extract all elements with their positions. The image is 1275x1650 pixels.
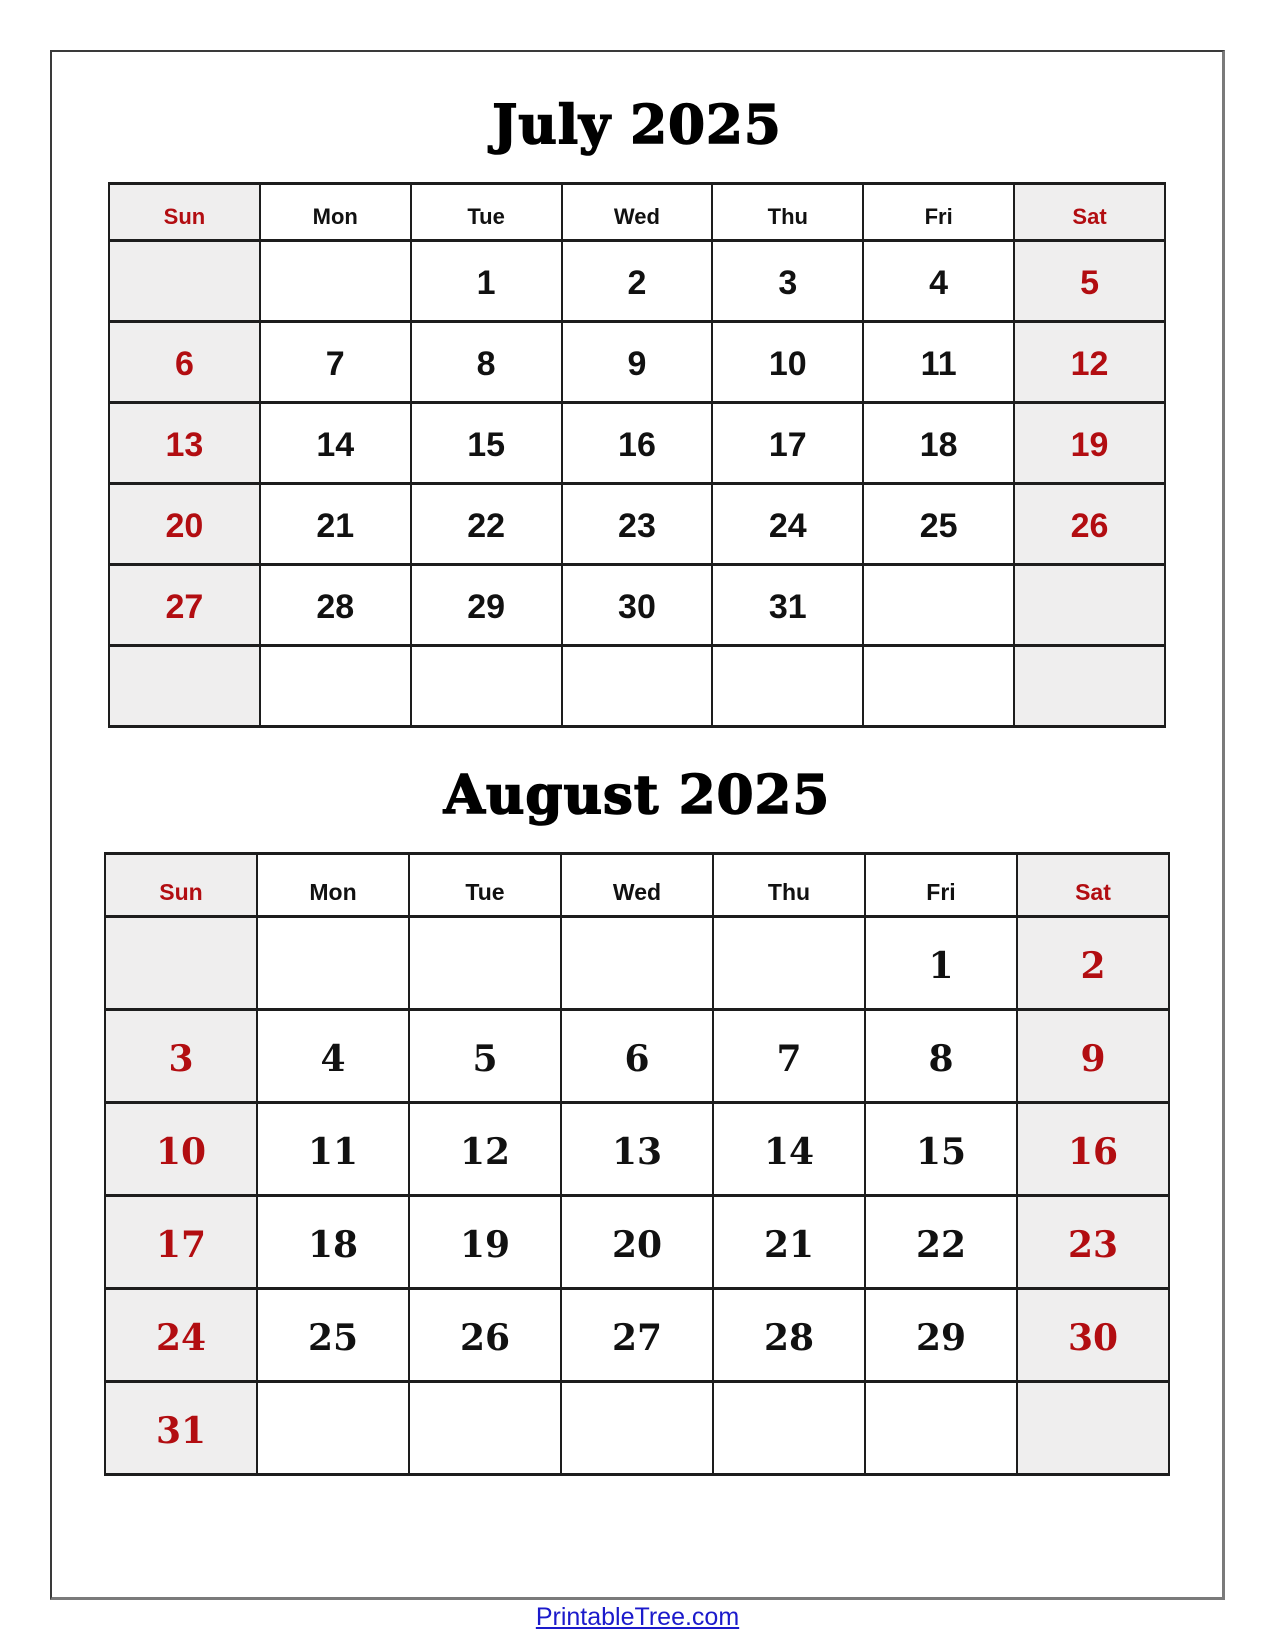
week-row [109, 484, 1165, 565]
day-header-sun: Sun [109, 184, 260, 241]
day-cell-3: 3 [712, 241, 863, 322]
day-header-fri: Fri [863, 184, 1014, 241]
day-header-sat: Sat [1017, 854, 1169, 917]
day-cell-22: 22 [865, 1196, 1017, 1289]
day-cell-26: 26 [409, 1289, 561, 1382]
day-cell-4: 4 [863, 241, 1014, 322]
empty-day-cell [562, 646, 713, 727]
day-cell-27: 27 [109, 565, 260, 646]
empty-day-cell [257, 917, 409, 1010]
day-cell-6: 6 [109, 322, 260, 403]
day-cell-17: 17 [105, 1196, 257, 1289]
day-cell-27: 27 [561, 1289, 713, 1382]
empty-day-cell [865, 1382, 1017, 1475]
day-cell-23: 23 [562, 484, 713, 565]
empty-day-cell [1014, 565, 1165, 646]
day-cell-13: 13 [561, 1103, 713, 1196]
day-cell-21: 21 [713, 1196, 865, 1289]
week-row [105, 1010, 1169, 1103]
week-row [105, 1196, 1169, 1289]
week-row [105, 1289, 1169, 1382]
day-cell-23: 23 [1017, 1196, 1169, 1289]
day-header-sun: Sun [105, 854, 257, 917]
day-cell-11: 11 [257, 1103, 409, 1196]
day-header-row [105, 854, 1169, 917]
day-cell-1: 1 [411, 241, 562, 322]
day-cell-13: 13 [109, 403, 260, 484]
day-header-mon: Mon [260, 184, 411, 241]
day-cell-8: 8 [411, 322, 562, 403]
week-row [109, 322, 1165, 403]
day-cell-30: 30 [1017, 1289, 1169, 1382]
empty-day-cell [109, 241, 260, 322]
week-row [105, 1382, 1169, 1475]
week-row [109, 646, 1165, 727]
day-cell-20: 20 [109, 484, 260, 565]
day-cell-29: 29 [411, 565, 562, 646]
july-calendar-grid [108, 182, 1166, 728]
calendar-sheet-frame [50, 50, 1225, 1600]
day-cell-30: 30 [562, 565, 713, 646]
day-cell-10: 10 [105, 1103, 257, 1196]
empty-day-cell [1017, 1382, 1169, 1475]
day-cell-2: 2 [562, 241, 713, 322]
empty-day-cell [863, 646, 1014, 727]
week-row [105, 1103, 1169, 1196]
day-cell-28: 28 [713, 1289, 865, 1382]
day-header-sat: Sat [1014, 184, 1165, 241]
empty-day-cell [713, 917, 865, 1010]
july-title: July 2025 [492, 94, 782, 156]
day-cell-5: 5 [409, 1010, 561, 1103]
day-cell-6: 6 [561, 1010, 713, 1103]
day-cell-26: 26 [1014, 484, 1165, 565]
day-cell-4: 4 [257, 1010, 409, 1103]
empty-day-cell [863, 565, 1014, 646]
empty-day-cell [411, 646, 562, 727]
day-cell-14: 14 [713, 1103, 865, 1196]
day-cell-3: 3 [105, 1010, 257, 1103]
day-cell-29: 29 [865, 1289, 1017, 1382]
day-header-tue: Tue [409, 854, 561, 917]
day-cell-17: 17 [712, 403, 863, 484]
day-cell-15: 15 [865, 1103, 1017, 1196]
day-cell-8: 8 [865, 1010, 1017, 1103]
day-cell-28: 28 [260, 565, 411, 646]
day-cell-19: 19 [1014, 403, 1165, 484]
empty-day-cell [260, 241, 411, 322]
day-cell-21: 21 [260, 484, 411, 565]
day-header-thu: Thu [712, 184, 863, 241]
empty-day-cell [713, 1382, 865, 1475]
day-cell-11: 11 [863, 322, 1014, 403]
week-row [105, 917, 1169, 1010]
day-cell-31: 31 [712, 565, 863, 646]
august-calendar-grid [104, 852, 1170, 1476]
week-row [109, 565, 1165, 646]
day-header-tue: Tue [411, 184, 562, 241]
day-cell-1: 1 [865, 917, 1017, 1010]
day-cell-2: 2 [1017, 917, 1169, 1010]
day-cell-7: 7 [713, 1010, 865, 1103]
august-title: August 2025 [443, 764, 831, 826]
day-cell-31: 31 [105, 1382, 257, 1475]
day-header-thu: Thu [713, 854, 865, 917]
day-cell-9: 9 [1017, 1010, 1169, 1103]
empty-day-cell [105, 917, 257, 1010]
day-cell-14: 14 [260, 403, 411, 484]
day-cell-12: 12 [1014, 322, 1165, 403]
week-row [109, 241, 1165, 322]
day-cell-19: 19 [409, 1196, 561, 1289]
day-cell-18: 18 [863, 403, 1014, 484]
empty-day-cell [712, 646, 863, 727]
day-cell-7: 7 [260, 322, 411, 403]
day-header-wed: Wed [562, 184, 713, 241]
day-cell-9: 9 [562, 322, 713, 403]
day-cell-20: 20 [561, 1196, 713, 1289]
day-cell-16: 16 [1017, 1103, 1169, 1196]
day-cell-12: 12 [409, 1103, 561, 1196]
day-header-row [109, 184, 1165, 241]
day-cell-22: 22 [411, 484, 562, 565]
empty-day-cell [109, 646, 260, 727]
day-cell-15: 15 [411, 403, 562, 484]
day-header-wed: Wed [561, 854, 713, 917]
empty-day-cell [260, 646, 411, 727]
empty-day-cell [1014, 646, 1165, 727]
day-cell-25: 25 [257, 1289, 409, 1382]
empty-day-cell [561, 917, 713, 1010]
day-header-fri: Fri [865, 854, 1017, 917]
day-cell-16: 16 [562, 403, 713, 484]
empty-day-cell [409, 917, 561, 1010]
day-cell-25: 25 [863, 484, 1014, 565]
week-row [109, 403, 1165, 484]
day-cell-5: 5 [1014, 241, 1165, 322]
day-header-mon: Mon [257, 854, 409, 917]
day-cell-10: 10 [712, 322, 863, 403]
printabletree-link[interactable]: PrintableTree.com [535, 1603, 740, 1631]
day-cell-24: 24 [712, 484, 863, 565]
empty-day-cell [561, 1382, 713, 1475]
empty-day-cell [257, 1382, 409, 1475]
day-cell-18: 18 [257, 1196, 409, 1289]
empty-day-cell [409, 1382, 561, 1475]
day-cell-24: 24 [105, 1289, 257, 1382]
footer [0, 1603, 1275, 1632]
